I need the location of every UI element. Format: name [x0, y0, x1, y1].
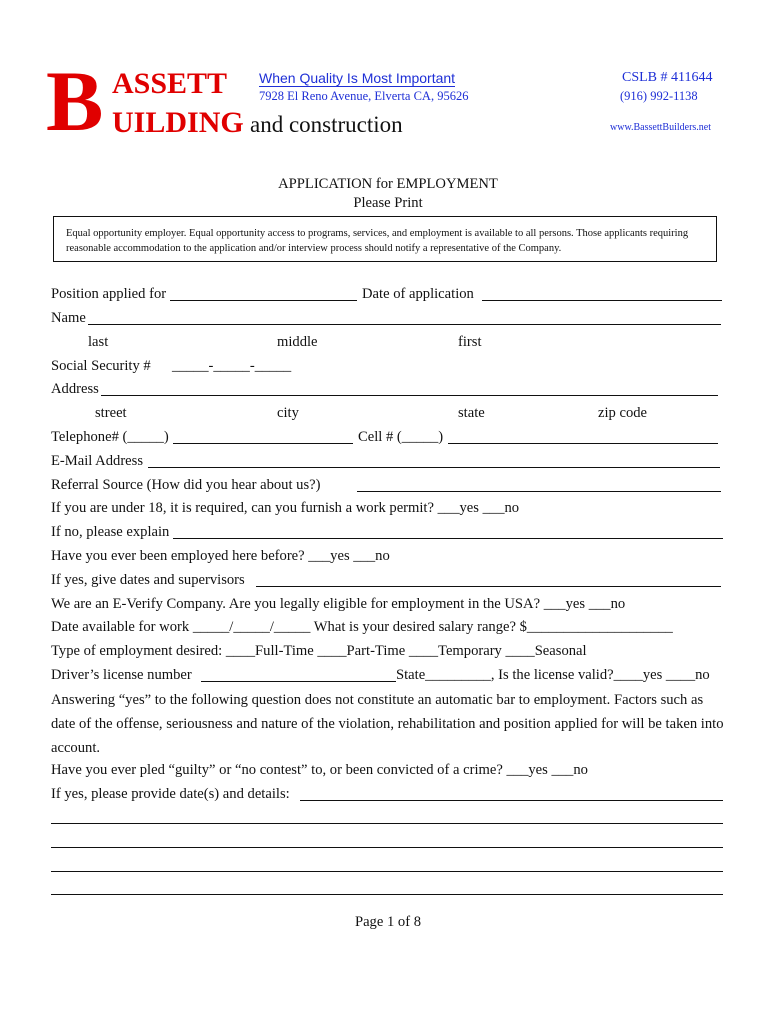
position-label: Position applied for	[51, 286, 167, 302]
everify-question[interactable]: We are an E-Verify Company. Are you legally eligible for employment in the USA? ___yes ___no	[51, 596, 626, 612]
address-label: Address	[51, 381, 99, 397]
work-permit-question[interactable]: If you are under 18, it is required, can you furnish a work permit? ___yes ___no	[51, 500, 520, 516]
email-label: E-Mail Address	[51, 453, 144, 469]
explain-field[interactable]	[173, 538, 723, 539]
position-field[interactable]	[170, 300, 357, 301]
conviction-question[interactable]: Have you ever pled “guilty” or “no contest” to, or been convicted of a crime? ___yes ___no	[51, 762, 588, 778]
form-subtitle: Please Print	[353, 195, 423, 211]
date-application-field[interactable]	[482, 300, 722, 301]
employment-type-row[interactable]: Type of employment desired: ____Full-Time ____Part-Time ____Temporary ____Seasonal	[51, 643, 587, 659]
address-city-caption: city	[277, 405, 299, 421]
address-zip-caption: zip code	[598, 405, 648, 421]
email-field[interactable]	[148, 467, 720, 468]
name-field[interactable]	[88, 324, 721, 325]
telephone-field[interactable]	[173, 443, 353, 444]
details-line-1[interactable]	[51, 823, 723, 824]
license-state-valid-row[interactable]: State_________, Is the license valid?____yes ____no	[396, 667, 710, 683]
form-title: APPLICATION for EMPLOYMENT	[278, 176, 498, 192]
referral-field[interactable]	[357, 491, 721, 492]
drivers-license-label: Driver’s license number	[51, 667, 192, 683]
cell-label: Cell # (_____)	[358, 429, 444, 445]
address-state-caption: state	[458, 405, 485, 421]
details-field[interactable]	[300, 800, 723, 801]
name-last-caption: last	[88, 334, 109, 350]
logo-line1: ASSETT	[112, 67, 228, 100]
address-field[interactable]	[101, 395, 718, 396]
employed-before-question[interactable]: Have you ever been employed here before? ___yes ___no	[51, 548, 390, 564]
page-number: Page 1 of 8	[354, 914, 422, 930]
logo-big-b: B	[46, 53, 104, 149]
referral-label: Referral Source (How did you hear about us?)	[51, 477, 321, 493]
date-available-salary-row[interactable]: Date available for work _____/_____/_____ What is your desired salary range? $____________________	[51, 619, 673, 635]
telephone-label: Telephone# (_____)	[51, 429, 169, 445]
tagline: When Quality Is Most Important	[259, 70, 456, 86]
ssn-field[interactable]: _____-_____-_____	[172, 358, 292, 374]
date-application-label: Date of application	[362, 286, 474, 302]
dates-supervisors-field[interactable]	[256, 586, 721, 587]
ssn-label: Social Security #	[51, 358, 151, 374]
position-row	[51, 285, 166, 303]
name-label: Name	[51, 310, 86, 326]
dates-supervisors-label: If yes, give dates and supervisors	[51, 572, 245, 588]
conviction-disclaimer: Answering “yes” to the following question does not constitute an automatic bar to employment. Factors such as date of the offense, seriousness and nature of the violation, rehabilitation and position applied for will be taken into account.	[51, 692, 724, 756]
eeo-notice-text: Equal opportunity employer. Equal opportunity access to programs, services, and employment is available to all persons. Those applicants requiring reasonable accommodation to the application and/or interview process should notify a representative of the Company.	[66, 228, 689, 254]
license-number: CSLB # 411644	[622, 70, 713, 85]
details-line-3[interactable]	[51, 871, 723, 872]
website-link[interactable]: www.BassettBuilders.net	[610, 122, 712, 133]
address-street-caption: street	[95, 405, 127, 421]
name-first-caption: first	[458, 334, 482, 350]
name-middle-caption: middle	[277, 334, 318, 350]
logo-tail: and construction	[250, 112, 403, 137]
logo-line2: UILDING	[112, 106, 244, 139]
details-line-2[interactable]	[51, 847, 723, 848]
drivers-license-field[interactable]	[201, 681, 396, 682]
eeo-notice-box	[53, 216, 717, 262]
details-line-4[interactable]	[51, 894, 723, 895]
company-phone: (916) 992-1138	[620, 89, 698, 103]
company-address: 7928 El Reno Avenue, Elverta CA, 95626	[259, 89, 469, 103]
cell-field[interactable]	[448, 443, 718, 444]
explain-label: If no, please explain	[51, 524, 170, 540]
details-label: If yes, please provide date(s) and details:	[51, 786, 290, 802]
